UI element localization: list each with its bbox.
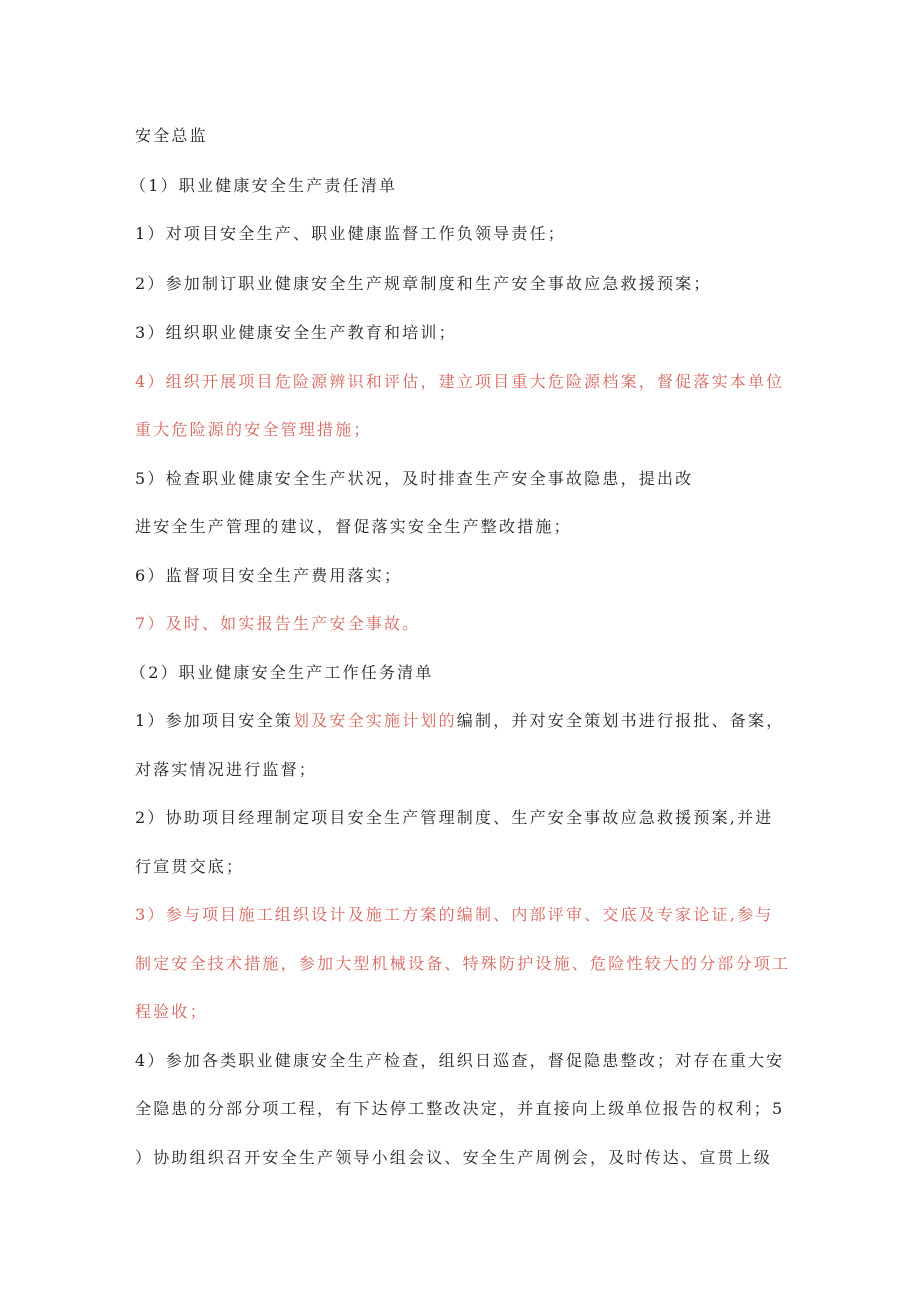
section-1-heading: （1）职业健康安全生产责任清单 <box>130 176 398 195</box>
s2-item-4-line-3: ）协助组织召开安全生产领导小组会议、安全生产周例会，及时传达、宣贯上级 <box>135 1148 773 1167</box>
s1-item-3: 3）组织职业健康安全生产教育和培训； <box>135 323 457 342</box>
s2-item-1-line-2: 对落实情况进行监督； <box>135 760 318 779</box>
document-title: 安全总监 <box>135 126 208 145</box>
s2-item-4-line-1: 4）参加各类职业健康安全生产检查，组织日巡查，督促隐患整改；对存在重大安 <box>135 1051 785 1070</box>
s1-item-1: 1）对项目安全生产、职业健康监督工作负领导责任； <box>135 224 566 243</box>
s2-item-1-part-1: 1）参加项目安全策 <box>135 711 293 730</box>
s2-item-4-line-2: 全隐患的分部分项工程，有下达停工整改决定，并直接向上级单位报告的权利；5 <box>135 1099 785 1118</box>
section-2-heading: （2）职业健康安全生产工作任务清单 <box>130 663 434 682</box>
s2-item-1-part-3: 编制，并对安全策划书进行报批、备案， <box>456 711 785 730</box>
s2-item-1-line-1 <box>135 711 784 731</box>
s1-item-2: 2）参加制订职业健康安全生产规章制度和生产安全事故应急救援预案； <box>135 274 712 293</box>
s1-item-4-line-2: 重大危险源的安全管理措施； <box>135 420 372 439</box>
s1-item-7: 7）及时、如实报告生产安全事故。 <box>135 614 421 633</box>
s2-item-3-line-2: 制定安全技术措施，参加大型机械设备、特殊防护设施、危险性较大的分部分项工 <box>135 954 791 973</box>
s2-item-3-line-1: 3）参与项目施工组织设计及施工方案的编制、内部评审、交底及专家论证,参与 <box>135 905 774 924</box>
s1-item-5-line-2: 进安全生产管理的建议，督促落实安全生产整改措施； <box>135 517 572 536</box>
s2-item-2-line-2: 行宣贯交底； <box>135 857 245 876</box>
s1-item-6: 6）监督项目安全生产费用落实； <box>135 566 403 585</box>
s2-item-3-line-3: 程验收； <box>135 1002 208 1021</box>
s2-item-2-line-1: 2）协助项目经理制定项目安全生产管理制度、生产安全事故应急救援预案,并进 <box>135 808 774 827</box>
s2-item-1-part-2: 划及安全实施计划的 <box>292 711 457 730</box>
s1-item-5-line-1: 5）检查职业健康安全生产状况，及时排查生产安全事故隐患，提出改 <box>135 469 694 488</box>
s1-item-4-line-1: 4）组织开展项目危险源辨识和评估，建立项目重大危险源档案，督促落实本单位 <box>135 372 785 391</box>
